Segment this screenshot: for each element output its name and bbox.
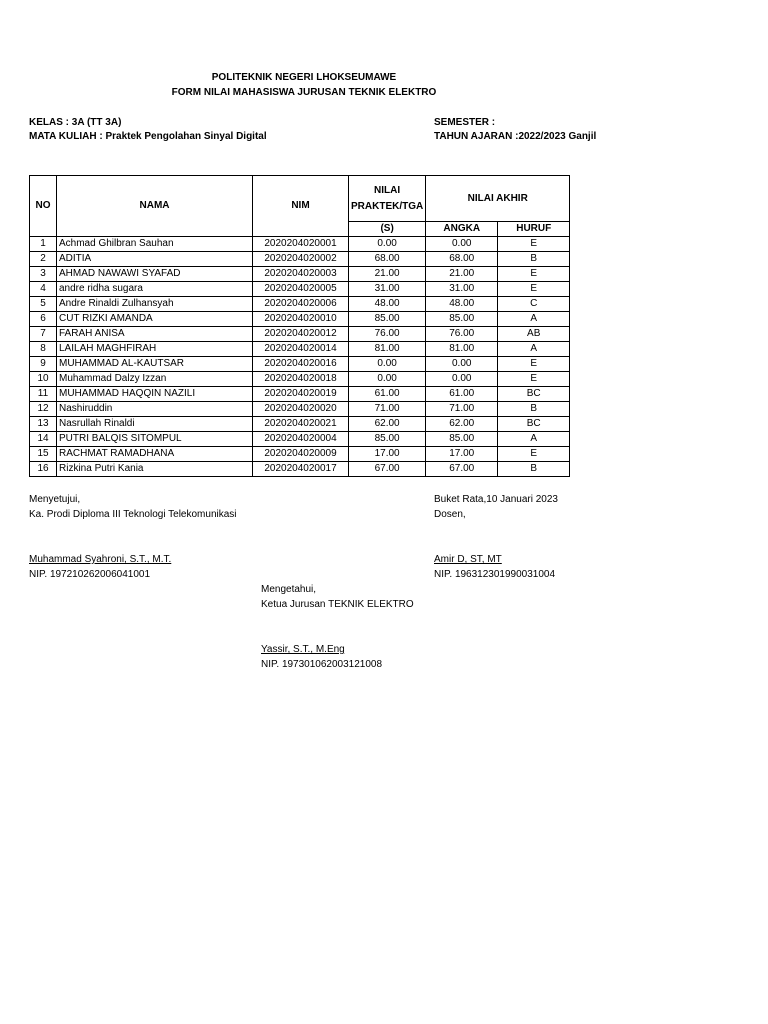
cell-angka: 61.00 xyxy=(426,387,498,402)
cell-huruf: B xyxy=(498,252,570,267)
cell-angka: 67.00 xyxy=(426,462,498,477)
cell-nama: RACHMAT RAMADHANA xyxy=(57,447,253,462)
cell-no: 5 xyxy=(30,297,57,312)
lecturer-role: Dosen, xyxy=(434,509,466,520)
approval-role: Ka. Prodi Diploma III Teknologi Telekomunikasi xyxy=(29,509,237,520)
cell-nilai-praktek: 85.00 xyxy=(349,312,426,327)
cell-angka: 85.00 xyxy=(426,432,498,447)
cell-nama: FARAH ANISA xyxy=(57,327,253,342)
mata-kuliah-label: MATA KULIAH : Praktek Pengolahan Sinyal Digital xyxy=(29,131,267,142)
cell-nim: 2020204020009 xyxy=(253,447,349,462)
cell-nim: 2020204020004 xyxy=(253,432,349,447)
cell-no: 16 xyxy=(30,462,57,477)
cell-no: 2 xyxy=(30,252,57,267)
cell-huruf: E xyxy=(498,447,570,462)
cell-nilai-praktek: 81.00 xyxy=(349,342,426,357)
cell-angka: 85.00 xyxy=(426,312,498,327)
institution-title: POLITEKNIK NEGERI LHOKSEUMAWE xyxy=(211,72,397,83)
table-row xyxy=(30,372,570,387)
cell-angka: 48.00 xyxy=(426,297,498,312)
cell-nim: 2020204020020 xyxy=(253,402,349,417)
cell-nim: 2020204020006 xyxy=(253,297,349,312)
cell-huruf: BC xyxy=(498,417,570,432)
cell-nama: Muhammad Dalzy Izzan xyxy=(57,372,253,387)
lecturer-name: Amir D, ST, MT xyxy=(434,554,502,565)
cell-huruf: C xyxy=(498,297,570,312)
header-huruf: HURUF xyxy=(498,222,570,237)
cell-huruf: E xyxy=(498,372,570,387)
cell-nama: PUTRI BALQIS SITOMPUL xyxy=(57,432,253,447)
cell-nilai-praktek: 0.00 xyxy=(349,237,426,252)
cell-nama: Achmad Ghilbran Sauhan xyxy=(57,237,253,252)
kelas-label: KELAS : 3A (TT 3A) xyxy=(29,117,122,128)
cell-no: 1 xyxy=(30,237,57,252)
ack-name: Yassir, S.T., M.Eng xyxy=(261,644,345,655)
cell-angka: 0.00 xyxy=(426,237,498,252)
table-row xyxy=(30,462,570,477)
cell-nim: 2020204020012 xyxy=(253,327,349,342)
cell-no: 3 xyxy=(30,267,57,282)
header-nilai-akhir: NILAI AKHIR xyxy=(426,176,570,222)
cell-angka: 31.00 xyxy=(426,282,498,297)
cell-no: 15 xyxy=(30,447,57,462)
cell-nim: 2020204020017 xyxy=(253,462,349,477)
cell-nilai-praktek: 68.00 xyxy=(349,252,426,267)
cell-nim: 2020204020021 xyxy=(253,417,349,432)
cell-huruf: E xyxy=(498,282,570,297)
cell-no: 7 xyxy=(30,327,57,342)
cell-nilai-praktek: 0.00 xyxy=(349,357,426,372)
cell-angka: 0.00 xyxy=(426,372,498,387)
place-date: Buket Rata,10 Januari 2023 xyxy=(434,494,558,505)
cell-nilai-praktek: 71.00 xyxy=(349,402,426,417)
cell-no: 11 xyxy=(30,387,57,402)
cell-huruf: A xyxy=(498,312,570,327)
cell-no: 12 xyxy=(30,402,57,417)
header-s: (S) xyxy=(349,222,426,237)
table-row xyxy=(30,432,570,447)
header-angka: ANGKA xyxy=(426,222,498,237)
cell-nama: Andre Rinaldi Zulhansyah xyxy=(57,297,253,312)
cell-angka: 76.00 xyxy=(426,327,498,342)
cell-nim: 2020204020018 xyxy=(253,372,349,387)
table-row xyxy=(30,417,570,432)
ack-nip: NIP. 197301062003121008 xyxy=(261,659,383,670)
table-row xyxy=(30,342,570,357)
cell-no: 13 xyxy=(30,417,57,432)
lecturer-nip: NIP. 196312301990031004 xyxy=(434,569,556,580)
table-row xyxy=(30,357,570,372)
form-title: FORM NILAI MAHASISWA JURUSAN TEKNIK ELEKTRO xyxy=(171,87,437,98)
cell-no: 6 xyxy=(30,312,57,327)
cell-huruf: E xyxy=(498,267,570,282)
cell-angka: 68.00 xyxy=(426,252,498,267)
header-nama: NAMA xyxy=(57,176,253,237)
table-row xyxy=(30,252,570,267)
cell-no: 14 xyxy=(30,432,57,447)
table-row xyxy=(30,327,570,342)
cell-nama: andre ridha sugara xyxy=(57,282,253,297)
cell-angka: 21.00 xyxy=(426,267,498,282)
cell-nilai-praktek: 21.00 xyxy=(349,267,426,282)
cell-nama: Nashiruddin xyxy=(57,402,253,417)
cell-angka: 0.00 xyxy=(426,357,498,372)
table-row xyxy=(30,447,570,462)
ack-label: Mengetahui, xyxy=(261,584,317,595)
cell-nama: AHMAD NAWAWI SYAFAD xyxy=(57,267,253,282)
cell-nilai-praktek: 0.00 xyxy=(349,372,426,387)
cell-nim: 2020204020019 xyxy=(253,387,349,402)
approval-label: Menyetujui, xyxy=(29,494,81,505)
header-no: NO xyxy=(30,176,57,237)
header-nim: NIM xyxy=(253,176,349,237)
cell-nim: 2020204020003 xyxy=(253,267,349,282)
cell-nilai-praktek: 48.00 xyxy=(349,297,426,312)
cell-huruf: E xyxy=(498,357,570,372)
cell-nilai-praktek: 62.00 xyxy=(349,417,426,432)
table-row xyxy=(30,282,570,297)
cell-nilai-praktek: 85.00 xyxy=(349,432,426,447)
cell-huruf: BC xyxy=(498,387,570,402)
cell-huruf: E xyxy=(498,237,570,252)
cell-nama: CUT RIZKI AMANDA xyxy=(57,312,253,327)
tahun-ajaran-label: TAHUN AJARAN :2022/2023 Ganjil xyxy=(434,131,597,142)
cell-nim: 2020204020001 xyxy=(253,237,349,252)
semester-label: SEMESTER : xyxy=(434,117,496,128)
cell-nama: MUHAMMAD HAQQIN NAZILI xyxy=(57,387,253,402)
cell-no: 4 xyxy=(30,282,57,297)
cell-nilai-praktek: 76.00 xyxy=(349,327,426,342)
cell-angka: 71.00 xyxy=(426,402,498,417)
cell-nilai-praktek: 61.00 xyxy=(349,387,426,402)
cell-nama: ADITIA xyxy=(57,252,253,267)
grades-table xyxy=(29,175,570,477)
cell-nim: 2020204020014 xyxy=(253,342,349,357)
cell-nama: MUHAMMAD AL-KAUTSAR xyxy=(57,357,253,372)
cell-nim: 2020204020005 xyxy=(253,282,349,297)
cell-nama: LAILAH MAGHFIRAH xyxy=(57,342,253,357)
table-row xyxy=(30,267,570,282)
cell-huruf: A xyxy=(498,342,570,357)
cell-nim: 2020204020010 xyxy=(253,312,349,327)
approval-name: Muhammad Syahroni, S.T., M.T. xyxy=(29,554,172,565)
cell-nilai-praktek: 67.00 xyxy=(349,462,426,477)
cell-angka: 17.00 xyxy=(426,447,498,462)
table-row xyxy=(30,387,570,402)
cell-huruf: A xyxy=(498,432,570,447)
cell-angka: 62.00 xyxy=(426,417,498,432)
cell-nama: Nasrullah Rinaldi xyxy=(57,417,253,432)
cell-no: 8 xyxy=(30,342,57,357)
cell-angka: 81.00 xyxy=(426,342,498,357)
header-nilai-praktek: NILAI PRAKTEK/TGA xyxy=(349,176,426,222)
grade-rows xyxy=(30,237,570,477)
table-row xyxy=(30,402,570,417)
cell-huruf: B xyxy=(498,462,570,477)
cell-no: 9 xyxy=(30,357,57,372)
cell-nilai-praktek: 31.00 xyxy=(349,282,426,297)
approval-nip: NIP. 197210262006041001 xyxy=(29,569,151,580)
table-row xyxy=(30,297,570,312)
table-row xyxy=(30,312,570,327)
table-row xyxy=(30,237,570,252)
cell-nilai-praktek: 17.00 xyxy=(349,447,426,462)
cell-huruf: B xyxy=(498,402,570,417)
ack-role: Ketua Jurusan TEKNIK ELEKTRO xyxy=(261,599,414,610)
cell-no: 10 xyxy=(30,372,57,387)
cell-nim: 2020204020002 xyxy=(253,252,349,267)
cell-nama: Rizkina Putri Kania xyxy=(57,462,253,477)
cell-nim: 2020204020016 xyxy=(253,357,349,372)
cell-huruf: AB xyxy=(498,327,570,342)
